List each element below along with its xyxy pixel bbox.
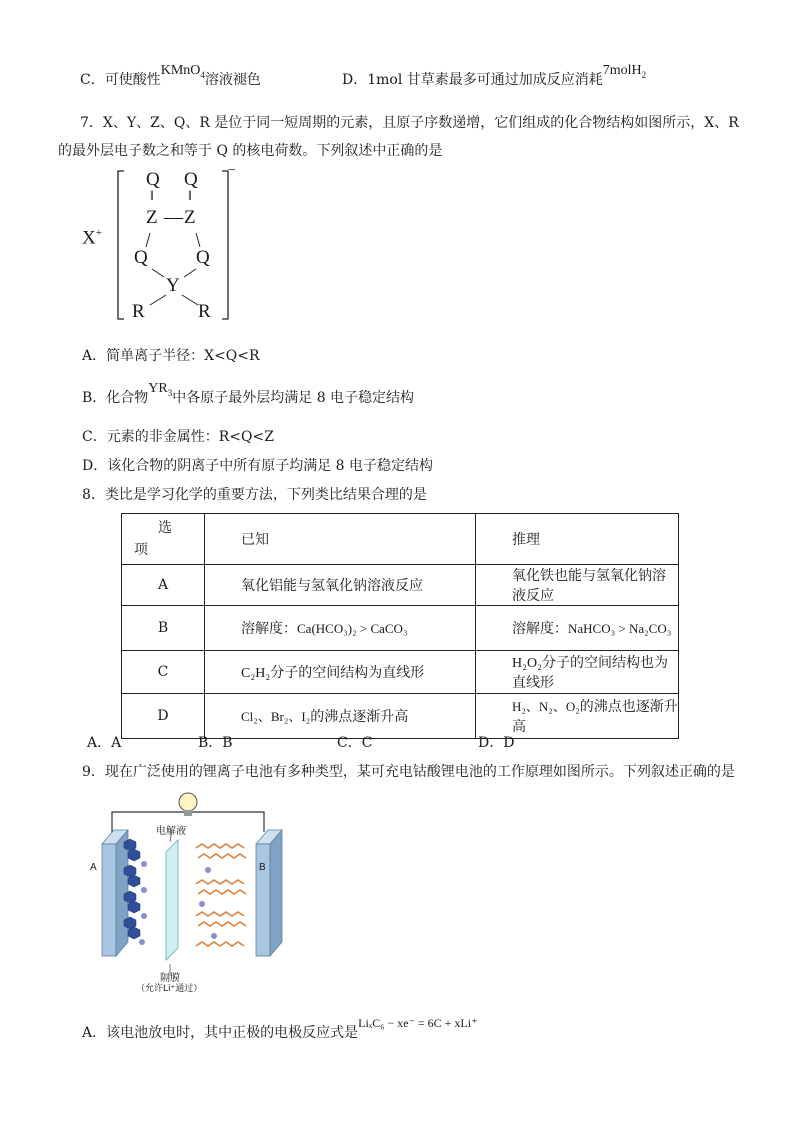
atom-q-mid-left: Q bbox=[134, 247, 148, 268]
row-option: A bbox=[122, 565, 205, 606]
atom-z-right: Z bbox=[184, 207, 196, 228]
header-known: 已知 bbox=[205, 514, 476, 565]
q7-stem-line1: 7．X、Y、Z、Q、R 是位于同一短周期的元素，且原子序数递增，它们组成的化合物结构如图所示，X、R bbox=[80, 115, 739, 131]
row-infer: 氧化铁也能与氢氧化钠溶液反应 bbox=[476, 565, 679, 606]
q7-option-b: B．化合物$YR_3$中各原子最外层均满足 8 电子稳定结构 bbox=[82, 381, 415, 406]
q8-choice-b: B．B bbox=[198, 735, 233, 751]
atom-q-mid-right: Q bbox=[196, 247, 210, 268]
row-option: C bbox=[122, 651, 205, 694]
q6-option-c: C．可使酸性KMnO$_4$溶液褪色 bbox=[80, 63, 261, 88]
lattice-layers bbox=[196, 844, 246, 946]
q7-structure-diagram bbox=[80, 165, 250, 325]
row-known: 溶解度：Ca(HCO₃)₂ > CaCO₃ bbox=[205, 606, 476, 651]
q8-choice-c: C．C bbox=[337, 735, 373, 751]
h2-formula: 7molH$_2$ bbox=[602, 63, 647, 80]
atom-q-top-right: Q bbox=[184, 169, 198, 190]
kmno4-formula: KMnO$_4$ bbox=[160, 63, 205, 80]
row-infer: H₂、N₂、O₂的沸点也逐渐升高 bbox=[476, 694, 679, 739]
atom-r-left: R bbox=[132, 301, 145, 322]
q9-stem: 9．现在广泛使用的锂离子电池有多种类型，某可充电钴酸锂电池的工作原理如图所示。下列叙述正确的是 bbox=[82, 764, 735, 780]
separator-note: （允许Li⁺通过） bbox=[136, 984, 203, 994]
z-z-bond: — bbox=[164, 207, 183, 228]
q7-option-a: A．简单离子半径：X<Q<R bbox=[82, 348, 260, 364]
table-row bbox=[122, 694, 679, 739]
electrolyte-label: 电解液 bbox=[156, 826, 186, 837]
row-infer: H₂O₂分子的空间结构也为直线形 bbox=[476, 651, 679, 694]
header-infer: 推理 bbox=[476, 514, 679, 565]
row-known: 氧化铝能与氢氧化钠溶液反应 bbox=[205, 565, 476, 606]
table-header-row bbox=[122, 514, 679, 565]
li-ion-dots-right bbox=[199, 867, 217, 939]
q6-option-d: D．1mol 甘草素最多可通过加成反应消耗7molH$_2$ bbox=[342, 63, 647, 88]
row-option: D bbox=[122, 694, 205, 739]
double-bond-right: ‖ bbox=[188, 189, 192, 204]
battery-drawing bbox=[84, 786, 294, 996]
separator-label: 隔膜 bbox=[160, 973, 180, 984]
separator-shape bbox=[166, 840, 178, 960]
bracket-lines bbox=[80, 165, 250, 325]
row-option: B bbox=[122, 606, 205, 651]
table-row bbox=[122, 606, 679, 651]
header-option: 选 项 bbox=[122, 514, 205, 565]
electrode-a-label: A bbox=[90, 862, 97, 873]
q9-battery-figure bbox=[84, 786, 294, 996]
q8-stem: 8．类比是学习化学的重要方法，下列类比结果合理的是 bbox=[82, 487, 427, 503]
q8-choice-a: A．A bbox=[87, 735, 122, 751]
atom-z-left: Z bbox=[146, 207, 158, 228]
row-infer: 溶解度：NaHCO₃ > Na₂CO₃ bbox=[476, 606, 679, 651]
q8-table bbox=[121, 513, 679, 739]
electrode-a-shape bbox=[102, 830, 128, 956]
q9-option-a: A．该电池放电时，其中正极的电极反应式是LiₓC₆ − xe⁻ = 6C + xLi⁺ bbox=[82, 1016, 478, 1041]
anion-charge: − bbox=[228, 163, 236, 178]
q7-option-c: C．元素的非金属性：R<Q<Z bbox=[82, 429, 274, 445]
table-row bbox=[122, 651, 679, 694]
atom-r-right: R bbox=[198, 301, 211, 322]
double-bond-left: ‖ bbox=[150, 189, 154, 204]
table-row bbox=[122, 565, 679, 606]
q7-stem-line2: 的最外层电子数之和等于 Q 的核电荷数。下列叙述中正确的是 bbox=[58, 143, 443, 159]
q8-choice-d: D．D bbox=[478, 735, 515, 751]
row-known: C₂H₂分子的空间结构为直线形 bbox=[205, 651, 476, 694]
yr3-formula: $YR_3$ bbox=[148, 381, 173, 398]
atom-y: Y bbox=[166, 275, 180, 296]
electrode-b-shape bbox=[256, 830, 282, 956]
cation-x: X+ bbox=[82, 227, 102, 249]
atom-q-top-left: Q bbox=[146, 169, 160, 190]
row-known: Cl₂、Br₂、I₂的沸点逐渐升高 bbox=[205, 694, 476, 739]
electrode-b-label: B bbox=[259, 862, 266, 873]
electrode-equation: LiₓC₆ − xe⁻ = 6C + xLi⁺ bbox=[358, 1016, 478, 1030]
q7-option-d: D．该化合物的阴离子中所有原子均满足 8 电子稳定结构 bbox=[82, 458, 434, 474]
